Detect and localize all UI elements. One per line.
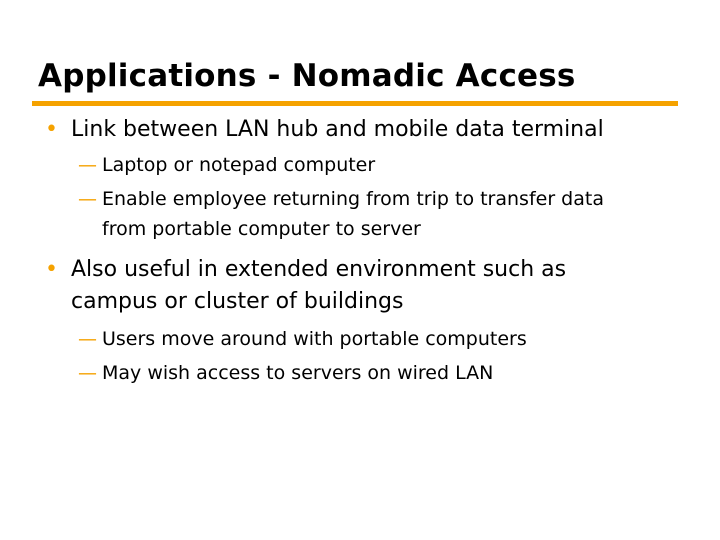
bullet-text: campus or cluster of buildings [71,289,404,314]
bullet-text: Link between LAN hub and mobile data terminal [71,117,604,142]
sub-bullet-text: Enable employee returning from trip to transfer data [102,188,604,210]
sub-bullet-marker: — [78,362,97,384]
bullet-marker: • [45,257,58,282]
sub-bullet-marker: — [78,328,97,350]
sub-bullet-text: Laptop or notepad computer [102,154,376,176]
sub-bullet-text: from portable computer to server [102,218,421,240]
title-underline [32,101,678,106]
sub-bullet-text: May wish access to servers on wired LAN [102,362,494,384]
slide-title: Applications - Nomadic Access [38,58,576,94]
bullet-text: Also useful in extended environment such as [71,257,567,282]
sub-bullet-marker: — [78,188,97,210]
sub-bullet-marker: — [78,154,97,176]
sub-bullet-text: Users move around with portable computers [102,328,527,350]
bullet-marker: • [45,117,58,142]
